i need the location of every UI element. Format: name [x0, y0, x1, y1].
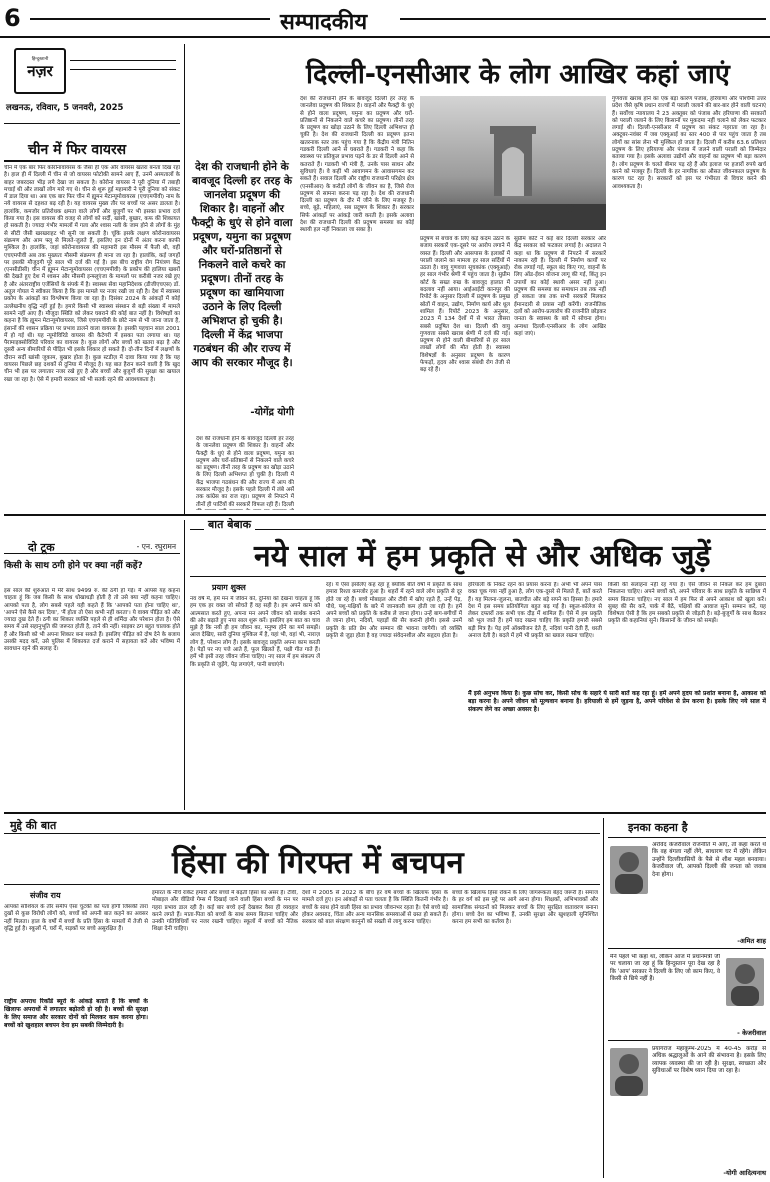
delhi-headline: दिल्ली-एनसीआर के लोग आखिर कहां जाएं: [306, 59, 730, 90]
china-title-rule: [4, 160, 180, 162]
masthead-logo: [14, 48, 66, 94]
header-rule-left: [30, 18, 270, 20]
masthead: [4, 44, 180, 124]
china-editorial-body: चीन में एक बार फिर कोरोनावायरस के जैसा ही एक और वायरस खतरा बनता दिख रहा है। हाल ही में दिल्ली में चीन से जो वायरस फोटोकी सामने आए हैं, उनमें अस्पतालों के बाहर जबरदस्त भीड़ लगे देखा जा सकता है। कोरोना वायरस ने पूरी दुनिया में तबाही मचाई थी और लाखों लोग मारे गए थे। चीन से शुरू हुई महामारी ने पूरी दुनिया को संकट में डाल दिया था। अब एक बार फिर चीन में ह्यूमन मेटान्यूमोवायरस (एचएमपीवी) नाम के नये वायरस से दहशत बढ़ रही है। यह वायरस मुख्य तौर पर बच्चों पर असर डालता है। हालांकि, कमजोर प्रतिरोधक क्षमता वाले लोगों और बुजुर्गों पर भी इसका प्रभाव दर्ज किया गया है। इस वायरस की वजह से लोगों को सर्दी, खांसी, बुखार, कफ की शिकायत हो सकती है। ज्यादा गंभीर मामलों में गला और श्वास नली के जाम होने से लोगों के मुंह से सीटी जैसी खरखराहट भी सुनी जा सकती है। चूंकि इसके लक्षण कोरोनावायरस संक्रमण और आम फ्लू से मिलते-जुलते हैं, इसलिए इन दोनों में अंतर करना काफी मुश्किल है। हालांकि, जहां कोरोनावायरस की महामारी इस मौसम में फैली थी, वहीं एचएमपीवी अब तक मुख्यतः मौसमी संक्रमण ही माना जा रहा है। हालांकि, कई जगहों पर इसकी मौजूदगी पूरे साल भी दर्ज की गई है। इस बीच राष्ट्रीय रोग नियंत्रण केंद्र (एनसीडीसी) चीन में ह्यूमन मेटान्यूमोवायरस (एचएमपीवी) के प्रकोप की हालिया खबरों की देखते हुए देश में श्वसन और मौसमी इन्फ्लूएंजा के मामलों पर करीबी नजर रखे हुए है और अंतरराष्ट्रीय एजेंसियों के संपर्क में है। स्वास्थ्य सेवा महानिदेशक (डीजीएचएस) डॉ. अतुल गोयल ने स्वीकार किया है कि इस मामले पर नजर रखी जा रही है। देश में स्वास्थ्य प्रकोप के आंकड़ों का विश्लेषण किया जा रहा है। दिसंबर 2024 के आंकड़ों में कोई उल्लेखनीय वृद्धि नहीं हुई है। हमारे किसी भी स्वास्थ्य संस्थान से बड़ी संख्या में मामले सामने नहीं आए हैं। मौजूदा स्थिति को लेकर घबराने की कोई बात नहीं है। विशेषज्ञों का कहना है कि ह्यूमन मेटान्यूमोवायरस, जिसे एचएमपीवी के छोटे नाम से भी जाना जाता है, इंसानों की श्वसन प्रक्रिया पर प्रभाव डालने वाला वायरस है। इसकी पहचान साल 2001 में हो गई थी। यह न्यूमोविरिडे वायरस की कैटेगरी में इसका पता लगाया था। यह पैरामाइक्सोविरिडे परिवार का वायरस है। कुछ लोगों और बच्चों को खतरा बढ़ा है और दूसरी अन्य बीमारियों से पीड़ित भी इसके शिकार हो सकते हैं। दो-तीन दिनों में लक्षणों के दौरान सर्दी खांसी जुकाम, बुखार होता है। कुछ स्टडीज़ में दावा किया गया है कि यह वायरस पिछले छह दशकों से दुनिया में मौजूद है। यह बात हैरान करने वाली है कि खुद चीन भी इस पर लगातार नजर रखे हुए है और बच्चों और बुजुर्गों की सुरक्षा का खयाल रखा जा रहा है। ऐसे में हमारी सरकार को भी सतर्क रहने की आवश्यकता है।: [4, 165, 180, 383]
mudde-ki-baat-column-1: आपको सोशियल के तौर समीप ऐसा चुटकी को पता होगी जिसकी तारा दुखों से कुछ विरोधी लोगों को, बच्चों को अपनी बात कहने का अवसर नहीं मिलता। हाल के वर्षों में बच्चों के प्रति हिंसा के मामलों में तेजी से वृद्धि हुई है। स्कूलों में, घरों में, सड़कों पर बच्चे असुरक्षित हैं।: [4, 904, 148, 932]
dateline: लखनऊ, रविवार, 5 जनवरी, 2025: [6, 103, 124, 113]
logo-top-text: हिन्दुस्तानी: [31, 57, 49, 62]
mudde-ki-baat-rule: [4, 884, 600, 885]
logo-main-text: नज़र: [27, 62, 53, 80]
mudde-ki-baat-column-4: बच्चों के खिलाफ हिंसा रोकने के लिए जागरूकता बेहद जरूरी है। समाज के हर वर्ग को इस मुद्दे पर आगे आना होगा। शिक्षकों, अभिभावकों और सामाजिक संगठनों को मिलकर बच्चों के लिए सुरक्षित वातावरण बनाना होगा। बच्चे देश का भविष्य हैं, उनकी सुरक्षा और खुशहाली सुनिश्चित करना हम सभी का कर्तव्य है।: [452, 890, 598, 926]
delhi-column-2-top: [196, 96, 294, 156]
quote-2-author: - केजरीवाल: [737, 1029, 766, 1037]
baat-bebaak-column-1: नव वर्ष में, हमें मन में जीवन को, दुनिया को देखना चाहता हूं कि हम एक हर वक्त जो सोचते हैं वह सही है। हम अपने काम को आत्मसात करते हुए, अपना मन अपने जीवन को सार्थक बनाने की ओर बढ़ाते हुए नया साल शुरू करें। इसलिए हम बात का चाव मुझे है कि नयी ही हम जीवन का, मनुष्य होने का मर्म समझें। आज देखिए, सारी दुनिया मुश्किल में है, यहां भी, वहां भी, नाराज़ लोग हैं, परेशान लोग हैं। इसके बावजूद प्रकृति अपना काम करती है। पेड़ों पर नए पत्ते आते हैं, फूल खिलते हैं, पक्षी गीत गाते हैं। हमें भी इसी तरह जीवन जीना चाहिए। नए साल में हम संकल्प लें कि प्रकृति से जुड़ेंगे, पेड़ लगाएंगे, पानी बचाएंगे।: [190, 596, 320, 668]
column-divider-right: [603, 818, 604, 1178]
column-divider-mid: [184, 520, 185, 810]
header-rule-right: [400, 18, 766, 20]
baat-bebaak-column-3: हरियाली के निकट रहने का प्रयास करना है। अभी भी अपने पास वक्त चूक गया नहीं हुआ है, लोग एक-दूसरे से मिलते हैं, बातें करते हैं। यह मिलना-जुलना, बातचीत और बड़े सपने का हिस्सा है। हमारे देश में इस समय प्रतियोगिता बहुत बढ़ गई है। स्कूल-कॉलेज से लेकर दफ्तरों तक सभी एक दौड़ में शामिल हैं। ऐसे में हम प्रकृति को भूल जाते हैं। हमें याद रखना चाहिए कि प्रकृति हमारी सबसे बड़ी मित्र है। पेड़ हमें ऑक्सीजन देते हैं, नदियां पानी देती हैं, धरती अनाज देती है। बदले में हमें भी प्रकृति का ख्याल रखना चाहिए।: [468, 582, 602, 640]
baat-bebaak-column-2: रहें। ये ऐसा इसलिए कह रहा हूं क्योंकि बीते वर्षों में प्रकृति के साथ हमारा रिश्ता कमजोर हुआ है। शहरों में रहने वाले लोग प्रकृति से दूर होते जा रहे हैं। बच्चे मोबाइल और टीवी में खोए रहते हैं, उन्हें पेड़, पौधे, पशु-पक्षियों के बारे में जानकारी कम होती जा रही है। हमें अपने बच्चों को प्रकृति के करीब ले जाना होगा। उन्हें बाग-बगीचों में ले जाना होगा, नदियों, पहाड़ों की सैर करानी होगी। इससे उनमें प्रकृति के प्रति प्रेम और सम्मान की भावना जागेगी। जो व्यक्ति प्रकृति से जुड़ा होता है वह ज्यादा संवेदनशील और सहृदय होता है।: [326, 582, 462, 640]
mudde-ki-baat-tag: मुद्दे की बात: [10, 819, 57, 832]
mudde-ki-baat-column-3: देशों में 2005 से 2022 के बीच हर वर्ष बच्चों के खिलाफ हिंसा के मामले दर्ज हुए। इन आंकड़ों से पता चलता है कि स्थिति कितनी गंभीर है। बच्चों के साथ होने वाली हिंसा का प्रभाव जीवनभर रहता है। ऐसे बच्चे बड़े होकर अवसाद, चिंता और अन्य मानसिक समस्याओं से ग्रस्त हो सकते हैं। सरकार को बाल संरक्षण कानूनों को सख्ती से लागू करना चाहिए।: [302, 890, 448, 926]
baat-bebaak-byline: प्रयाग शुक्ल: [212, 583, 246, 592]
baat-bebaak-rule: [190, 576, 766, 577]
do-took-author: - एन. रघुरामन: [136, 542, 176, 551]
section-divider-2: [4, 812, 766, 814]
mudde-ki-baat-byline: संजीव राय: [30, 891, 61, 900]
do-took-tag: दो टूक: [28, 541, 55, 554]
delhi-column-4: सुप्रीम कोर्ट ने कई बार दिल्ली सरकार और केंद्र सरकार को फटकार लगाई है। अदालत ने कहा था कि प्रदूषण से निपटने में सरकारें नाकाम रही हैं। दिल्ली में निर्माण कार्यों पर रोक लगाई गई, स्कूल बंद किए गए, वाहनों के लिए ऑड-ईवन योजना लागू की गई, किंतु इन उपायों का कोई स्थायी असर नहीं हुआ। प्रदूषण की समस्या का समाधान तब तक नहीं हो सकता जब तक सभी सरकारें मिलकर ईमानदारी से प्रयास नहीं करेंगी। राजनीतिक दलों को आरोप-प्रत्यारोप की राजनीति छोड़कर जनता के स्वास्थ्य के बारे में सोचना होगा। अन्यथा दिल्ली-एनसीआर के लोग आखिर कहां जाएं।: [514, 236, 606, 337]
delhi-pullquote-box: [190, 160, 294, 430]
quotes-divider-2: [608, 1040, 766, 1041]
delhi-column-1: देश की राजधानी होने के बावजूद दिल्ली हर तरह के जानलेवा प्रदूषण की शिकार है। वाहनों और फैक्ट्री के धुएं से होने वाला प्रदूषण, यमुना का प्रदूषण और घरों-प्रतिष्ठानों से निकलने वाले कचरे का प्रदूषण। तीनों तरह के प्रदूषण का खोड़ा उठाने के लिए दिल्ली अभिशप्त हो चुकी है। देश की राजधानी दिल्ली का प्रदूषण इतना खतरनाक स्तर तक पहुंच गया है कि केंद्रीय मंत्री नितिन गडकरी दिल्ली आने से घबराते हैं। गडकरी ने कहा कि स्वास्थ्य पर प्रतिकूल प्रभाव पड़ने के डर से दिल्ली आने से कतराते हैं। गडकरी भी मंत्री हैं, उनके पास साधन और सुविधाएं हैं। वे कहीं भी आवागमन के आवासगमन कर सकते हैं। सवाल दिल्ली और राष्ट्रीय राजधानी परिक्षेत्र क्षेत्र (एनसीआर) के करोड़ों लोगों के जीवन का है, जिसे रोज प्रदूषण से सामना करना पड़ रहा है। देश की राजधानी दिल्ली का प्रदूषण के दौर में जीने के लिए मजबूर है। बच्चे, बूढ़े, महिलाएं, सब प्रदूषण के शिकार हैं। सरकार सिर्फ आंकड़ों पर आंकड़े जारी करती है। इसके अलावा देश की राजधानी दिल्ली की प्रदूषण समस्या का कोई स्थायी हल नहीं निकाला जा सका है।: [300, 96, 414, 234]
baat-bebaak-column-4: किसी की सलाहना नहीं रह गया है। ऐसे जीवन से निकल कर हम दुबारा निकलना चाहिए। अपने बच्चों को, अपने परिवार के साथ प्रकृति के सान्निध्य में समय बिताना चाहिए। नए साल में हम फिर से अपने आकाश को खुला करें। सुबह की सैर करें, पार्क में बैठें, पक्षियों की आवाज सुनें। सम्मान करें, यह विशेषता ऐसी है कि हम सबको प्रकृति से जोड़ती है। बड़े-बुजुर्गों के साथ बैठकर प्रकृति की कहानियां सुनें। किसानों के जीवन को समझें।: [608, 582, 766, 625]
baat-bebaak-tagbar: [190, 520, 766, 530]
quotes-box-header: [608, 818, 766, 838]
delhi-pullquote: देश की राजधानी होने के बावजूद दिल्ली हर तरह के जानलेवा प्रदूषण की शिकार है। वाहनों और फैक्ट्री के धुएं से होने वाला प्रदूषण, यमुना का प्रदूषण और घरों-प्रतिष्ठानों से निकलने वाले कचरे का प्रदूषण। तीनों तरह के प्रदूषण का खामियाजा उठाने के लिए दिल्ली अभिशप्त हो चुकी है। दिल्ली में केंद्र भाजपा गठबंधन की और राज्य में आप की सरकार मौजूद है।: [191, 161, 293, 369]
mudde-ki-baat-headline: हिंसा की गिरफ्त में बचपन: [172, 845, 464, 881]
quote-2-text: मैंने पहले भी कहा था, लेकिन आज मैं प्रधानमंत्री जी पर चलाया जा रहा हूं कि हिन्दुस्तान पूरा देख रहा है कि 'आप' सरकार ने दिल्ली के लिए जो काम किए, वे किसी से छिपे नहीं हैं।: [610, 954, 720, 983]
do-took-header: [4, 540, 180, 554]
do-took-headline: किसी के साथ ठगी होने पर क्या नहीं कहें?: [4, 561, 143, 571]
quote-1-text: अरविंद केजरीवाल राजनीति में आए, तो कहा करते थे कि वह बंगला नहीं लेंगे, साधारण घर में रहेंगे। लेकिन उन्होंने दिल्लीवासियों के पैसे से शीश महल बनवाया। केजरीवाल जी, आपको दिल्ली की जनता को जवाब देना होगा।: [652, 842, 766, 878]
baat-bebaak-tag: बात बेबाक: [204, 517, 255, 532]
portrait-3: [610, 1048, 648, 1096]
mudde-ki-baat-highlight: राष्ट्रीय अपराध रिकॉर्ड ब्यूरो के आंकड़े बताते हैं कि बच्चों के खिलाफ अपराधों में लगातार बढ़ोतरी हो रही है। बच्चों की सुरक्षा के लिए समाज और सरकार दोनों को मिलकर काम करना होगा। बच्चों को खुशहाल बचपन देना हम सबकी जिम्मेदारी है।: [4, 998, 148, 1029]
mudde-ki-baat-tagbar: [4, 820, 600, 834]
india-gate-silhouette: [420, 96, 606, 230]
delhi-column-5: गुणवत्ता खराब होने का एक बड़ा कारण पंजाब, हरियाणा और पश्चिमी उत्तर प्रदेश जैसे कृषि प्रधान राज्यों में पराली जलाने की बार-बार होने वाली घटनाएं हैं। सर्वोच्च न्यायालय ने 23 अक्तूबर को पंजाब और हरियाणा की सरकारों को पराली जलाने के लिए किसानों पर मुकदमा नहीं चलाने को लेकर फटकार लगाई थी। दिल्ली-एनसीआर में प्रदूषण का संकट गहराता जा रहा है। अक्टूबर-नवंबर में जब एक्यूआई का स्तर 400 से पार पहुंच जाता है तब लोगों का सांस लेना भी मुश्किल हो जाता है। दिल्ली में करीब 63.6 प्रतिशत प्रदूषण के लिए हरियाणा और पंजाब में जलने वाली पराली को जिम्मेदार बताया गया है। इसके अलावा उद्योगों और वाहनों का प्रदूषण भी बड़ा कारण है। लोग प्रदूषण के चलते बीमार पड़ रहे हैं और इलाज पर हजारों रुपये खर्च करने को मजबूर हैं। दिल्ली के हर नागरिक का औसत जीवनकाल प्रदूषण के कारण घट रहा है। सरकारों को इस पर गंभीरता से विचार करने की आवश्यकता है।: [612, 96, 766, 190]
quote-1-author: -अमित शाह: [737, 937, 766, 945]
baat-bebaak-highlight-quote: मैं इसे अनुभव किया है। कुछ सोच कर, किसी सोच के सहारे ये सारी बातें कह रहा हूं। हमें अपने हृदय को प्रशांत बनाना है, आकाश को बड़ा करना है। अपने जीवन को मूल्यवान बनाना है। हरियाली से हमें जुड़ना है, अपने परिवेश से प्रेम करना है। इसके लिए नये साल में संकल्प लेने का अच्छा अवसर है।: [468, 690, 766, 714]
do-took-body: इस साल की शुरुआत में मेरे साथ 9499 रु. की ठगी हो गई। मैं आपसे यह कहना चाहता हूं कि जब किसी के साथ धोखाधड़ी होती है तो उसे क्या नहीं कहना चाहिए। आपको पता है, लोग सबसे पहले यही कहते हैं कि 'आपको पता होना चाहिए था', 'आपने ऐसे कैसे कर दिया', 'मैं होता तो ऐसा कभी नहीं करता'। ये वाक्य पीड़ित को और ज्यादा दुख देते हैं। ठगी का शिकार व्यक्ति पहले से ही शर्मिंदा और परेशान होता है। ऐसे समय में उसे सहानुभूति की जरूरत होती है, ताने की नहीं। साइबर ठग बहुत चालाक होते हैं और किसी को भी अपना शिकार बना सकते हैं। इसलिए पीड़ित को दोष देने के बजाय उसकी मदद करें, उसे पुलिस में शिकायत दर्ज कराने में सहायता करें और भविष्य में सावधान रहने की सलाह दें।: [4, 588, 180, 653]
quotes-box-tag: इनका कहना है: [628, 821, 688, 834]
mudde-ki-baat-column-2: इमारत के नीचे राकेट हमारी और बच्चों में बढ़ती हिंसा का असर है। टीवी, मोबाइल और वीडियो गेम्स में दिखाई जाने वाली हिंसा बच्चों के मन पर गहरा प्रभाव डाल रही है। कई बार बच्चे इन्हें देखकर वैसा ही व्यवहार करने लगते हैं। माता-पिता को बच्चों के साथ समय बिताना चाहिए और उनकी गतिविधियों पर नजर रखनी चाहिए। स्कूलों में बच्चों को नैतिक शिक्षा देनी चाहिए।: [152, 890, 298, 933]
mudde-ki-baat-column-1b: [4, 1094, 148, 1178]
page-number: 6: [4, 4, 21, 32]
china-editorial-title: चीन में फिर वायरस: [28, 142, 127, 158]
section-title: सम्पादकीय: [280, 9, 368, 35]
quote-3-author: -योगी आदित्यनाथ: [723, 1169, 766, 1177]
delhi-column-3: प्रदूषण से बचाव के लिए कड़े कदम उठाने के बजाय सरकारें एक-दूसरे पर आरोप लगाने में व्यस्त हैं। दिल्ली और आसपास के इलाकों में पराली जलाने का मामला हर साल सर्दियों में उठता है। वायु गुणवत्ता सूचकांक (एक्यूआई) हर साल गंभीर श्रेणी में पहुंच जाता है। सुप्रीम कोर्ट के सख्त रुख के बावजूद हालात में बदलाव नहीं आया। आईआईटी कानपुर की रिपोर्ट के अनुसार दिल्ली में प्रदूषण के प्रमुख स्रोतों में वाहन, उद्योग, निर्माण कार्य और धूल शामिल हैं। रिपोर्ट 2023 के अनुसार, 2023 में 134 देशों में से भारत तीसरा सबसे प्रदूषित देश था। दिल्ली की वायु गुणवत्ता सबसे खराब श्रेणी में दर्ज की गई। प्रदूषण से होने वाली बीमारियों से हर साल लाखों लोगों की मौत होती है। स्वास्थ्य विशेषज्ञों के अनुसार प्रदूषण के कारण फेफड़ों, हृदय और श्वास संबंधी रोग तेजी से बढ़ रहे हैं।: [420, 236, 510, 374]
masthead-rule: [70, 60, 176, 70]
portrait-2: [726, 958, 764, 1006]
quote-3-text: प्रयागराज महाकुम्भ-2025 में 40-45 करोड़ से अधिक श्रद्धालुओं के आने की संभावना है। इसके लिए व्यापक व्यवस्था की जा रही है। सुरक्षा, स्वच्छता और सुविधाओं पर विशेष ध्यान दिया जा रहा है।: [652, 1046, 766, 1075]
baat-bebaak-headline: नये साल में हम प्रकृति से और अधिक जुड़ें: [254, 539, 711, 574]
delhi-pullquote-author: -योगेंद्र योगी: [250, 407, 294, 418]
section-divider-1: [4, 514, 766, 516]
page-header: [0, 0, 770, 38]
delhi-top-hatch: [190, 44, 300, 58]
quotes-divider-1: [608, 948, 766, 949]
column-divider-left: [184, 44, 185, 514]
delhi-smog-photo: [420, 96, 606, 230]
delhi-column-2: देश की राजधानी होने के बावजूद दिल्ली हर तरह के जानलेवा प्रदूषण की शिकार है। वाहनों और फैक्ट्री के धुएं से होने वाला प्रदूषण, यमुना का प्रदूषण और घरों-प्रतिष्ठानों से निकलने वाले कचरे का प्रदूषण। तीनों तरह के प्रदूषण का खोड़ा उठाने के लिए दिल्ली अभिशप्त हो चुकी है। दिल्ली में केंद्र भाजपा गठबंधन की और राज्य में आप की सरकार मौजूद है। इसके पहले दिल्ली में लंबे अर्से तक कांग्रेस का राज रहा। प्रदूषण से निपटने में तीनों ही पार्टियों की सरकारें विफल रही हैं। दिल्ली: [196, 436, 294, 508]
portrait-1: [610, 846, 648, 894]
